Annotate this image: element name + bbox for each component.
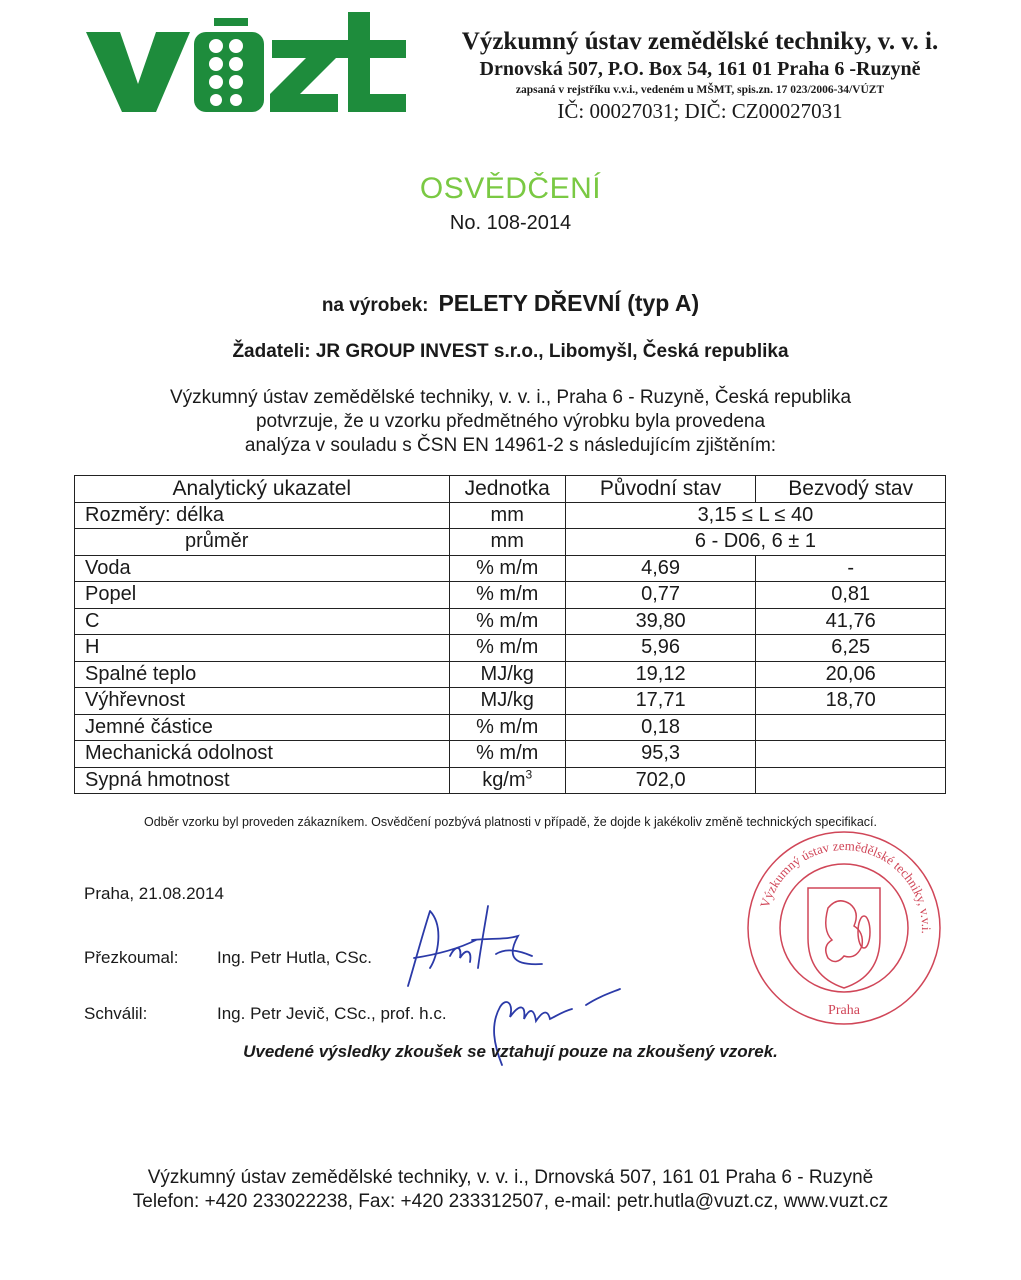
original-value: 39,80 — [565, 608, 755, 635]
original-value: 0,77 — [565, 582, 755, 609]
original-value: 4,69 — [565, 555, 755, 582]
indicator-name: průměr — [75, 529, 450, 556]
footer-address: Výzkumný ústav zemědělské techniky, v. v. i., Drnovská 507, 161 01 Praha 6 - Ruzyně — [147, 1167, 874, 1188]
product-name: PELETY DŘEVNÍ (typ A) — [438, 290, 700, 316]
product-label: na výrobek: — [321, 295, 429, 316]
certificate-title: OSVĚDČENÍ — [419, 172, 602, 205]
unit: % m/m — [449, 582, 565, 609]
table-row — [75, 608, 946, 635]
original-value: 17,71 — [565, 688, 755, 715]
reviewer-signature — [400, 896, 550, 991]
issue-date: Praha, 21.08.2014 — [84, 884, 224, 903]
table-row — [75, 555, 946, 582]
unit: mm — [449, 529, 565, 556]
results-table — [74, 475, 946, 794]
dry-value: 41,76 — [756, 608, 946, 635]
reviewed-label: Přezkoumal: — [84, 948, 179, 967]
dry-value: 6,25 — [756, 635, 946, 662]
intro-line-3: analýza v souladu s ČSN EN 14961-2 s následujícím zjištěním: — [244, 435, 777, 456]
unit: % m/m — [449, 555, 565, 582]
approver-name: Ing. Petr Jevič, CSc., prof. h.c. — [217, 1004, 447, 1023]
dry-value: 20,06 — [756, 661, 946, 688]
intro-line-1: Výzkumný ústav zemědělské techniky, v. v. i., Praha 6 - Ruzyně, Česká republika — [169, 387, 852, 408]
sampling-note: Odběr vzorku byl proveden zákazníkem. Osvědčení pozbývá platnosti v případě, že dojde k jakékoliv změně technických specifikací. — [143, 815, 877, 829]
institute-name: Výzkumný ústav zemědělské techniky, v. v. i. — [461, 28, 939, 55]
column-header: Jednotka — [449, 476, 565, 503]
dry-value — [756, 714, 946, 741]
indicator-name: Popel — [75, 582, 450, 609]
vuzt-logo — [86, 12, 406, 112]
indicator-name: Mechanická odolnost — [75, 741, 450, 768]
unit: % m/m — [449, 741, 565, 768]
indicator-name: Výhřevnost — [75, 688, 450, 715]
original-value: 702,0 — [565, 767, 755, 794]
indicator-name: Sypná hmotnost — [75, 767, 450, 794]
certificate-number: No. 108-2014 — [449, 212, 572, 234]
column-header: Bezvodý stav — [756, 476, 946, 503]
column-header: Analytický ukazatel — [75, 476, 450, 503]
original-value: 95,3 — [565, 741, 755, 768]
unit: % m/m — [449, 635, 565, 662]
table-row — [75, 688, 946, 715]
dimension-value: 6 - D06, 6 ± 1 — [565, 529, 945, 556]
dry-value: 18,70 — [756, 688, 946, 715]
reviewer-name: Ing. Petr Hutla, CSc. — [217, 948, 372, 967]
unit — [449, 767, 565, 794]
dry-value: 0,81 — [756, 582, 946, 609]
table-row — [75, 502, 946, 529]
approved-label: Schválil: — [84, 1004, 148, 1023]
dry-value: - — [756, 555, 946, 582]
original-value: 19,12 — [565, 661, 755, 688]
original-value: 0,18 — [565, 714, 755, 741]
company-ids: IČ: 00027031; DIČ: CZ00027031 — [557, 99, 843, 123]
table-row — [75, 714, 946, 741]
indicator-name: H — [75, 635, 450, 662]
indicator-name: Rozměry: délka — [75, 502, 450, 529]
institute-address: Drnovská 507, P.O. Box 54, 161 01 Praha 6 -Ruzyně — [479, 58, 921, 80]
product-line — [0, 290, 1021, 317]
table-header-row — [75, 476, 946, 503]
unit: % m/m — [449, 608, 565, 635]
stamp-ring-text: Výzkumný ústav zemědělské techniky, v.v.i. — [756, 837, 935, 935]
applicant: Žadateli: JR GROUP INVEST s.r.o., Libomyšl, Česká republika — [232, 341, 789, 362]
table-row — [75, 741, 946, 768]
unit-exponent: 3 — [525, 767, 533, 782]
indicator-name: Voda — [75, 555, 450, 582]
intro-line-2: potvrzuje, že u vzorku předmětného výrobku byla provedena — [255, 411, 766, 432]
footer-contacts: Telefon: +420 233022238, Fax: +420 233312507, e-mail: petr.hutla@vuzt.cz, www.vuzt.cz — [132, 1191, 889, 1212]
indicator-name: Jemné částice — [75, 714, 450, 741]
dry-value — [756, 767, 946, 794]
official-stamp — [744, 828, 944, 1028]
table-row — [75, 661, 946, 688]
column-header: Původní stav — [565, 476, 755, 503]
table-row — [75, 529, 946, 556]
dry-value — [756, 741, 946, 768]
unit-base: kg/m — [482, 768, 526, 791]
indicator-name: Spalné teplo — [75, 661, 450, 688]
table-row — [75, 767, 946, 794]
table-row — [75, 635, 946, 662]
stamp-city: Praha — [828, 1003, 860, 1018]
registration-info: zapsaná v rejstříku v.v.i., vedeném u MŠMT, spis.zn. 17 023/2006-34/VÚZT — [515, 84, 885, 96]
results-disclaimer: Uvedené výsledky zkoušek se vztahují pouze na zkoušený vzorek. — [243, 1042, 778, 1061]
unit: MJ/kg — [449, 688, 565, 715]
original-value: 5,96 — [565, 635, 755, 662]
table-row — [75, 582, 946, 609]
unit: mm — [449, 502, 565, 529]
indicator-name: C — [75, 608, 450, 635]
unit: MJ/kg — [449, 661, 565, 688]
unit: % m/m — [449, 714, 565, 741]
dimension-value: 3,15 ≤ L ≤ 40 — [565, 502, 945, 529]
